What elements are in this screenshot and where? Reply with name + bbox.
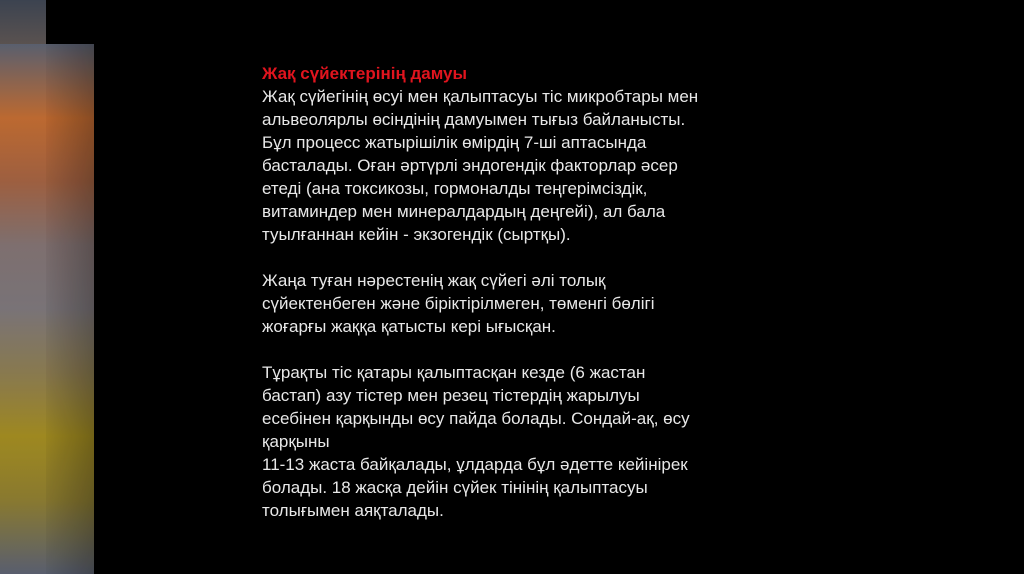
decorative-strip-front [0,44,94,574]
paragraph-development: Жақ сүйегінің өсуі мен қалыптасуы тіс микробтары мен альвеолярлы өсіндінің дамуымен тығыз байланысты. Бұл процесс жатырішілік өмірдің 7-ші аптасында басталады. Оған әртүрлі эндогендік факторлар әсер етеді (ана токсикозы, гормоналды теңгерімсіздік, витаминдер мен минералдардың деңгейі), ал бала туылғаннан кейін - экзогендік (сыртқы). [262,87,699,244]
slide-content [262,62,782,545]
paragraph-newborn: Жаңа туған нәрестенің жақ сүйегі әлі толық сүйектенбеген және біріктірілмеген, төменгі бөлігі жоғарғы жаққа қатысты кері ығысқан. [262,271,655,336]
slide-title: Жақ сүйектерінің дамуы [262,64,468,83]
paragraph-permanent-teeth: Тұрақты тіс қатары қалыптасқан кезде (6 жастан бастап) азу тістер мен резец тістердің жарылуы есебінен қарқынды өсу пайда болады. Сондай-ақ, өсу қарқыны 11-13 жаста байқалады, ұлдарда бұл әдетте кейінірек болады. 18 жасқа дейін сүйек тінінің қалыптасуы толығымен аяқталады. [262,363,690,520]
